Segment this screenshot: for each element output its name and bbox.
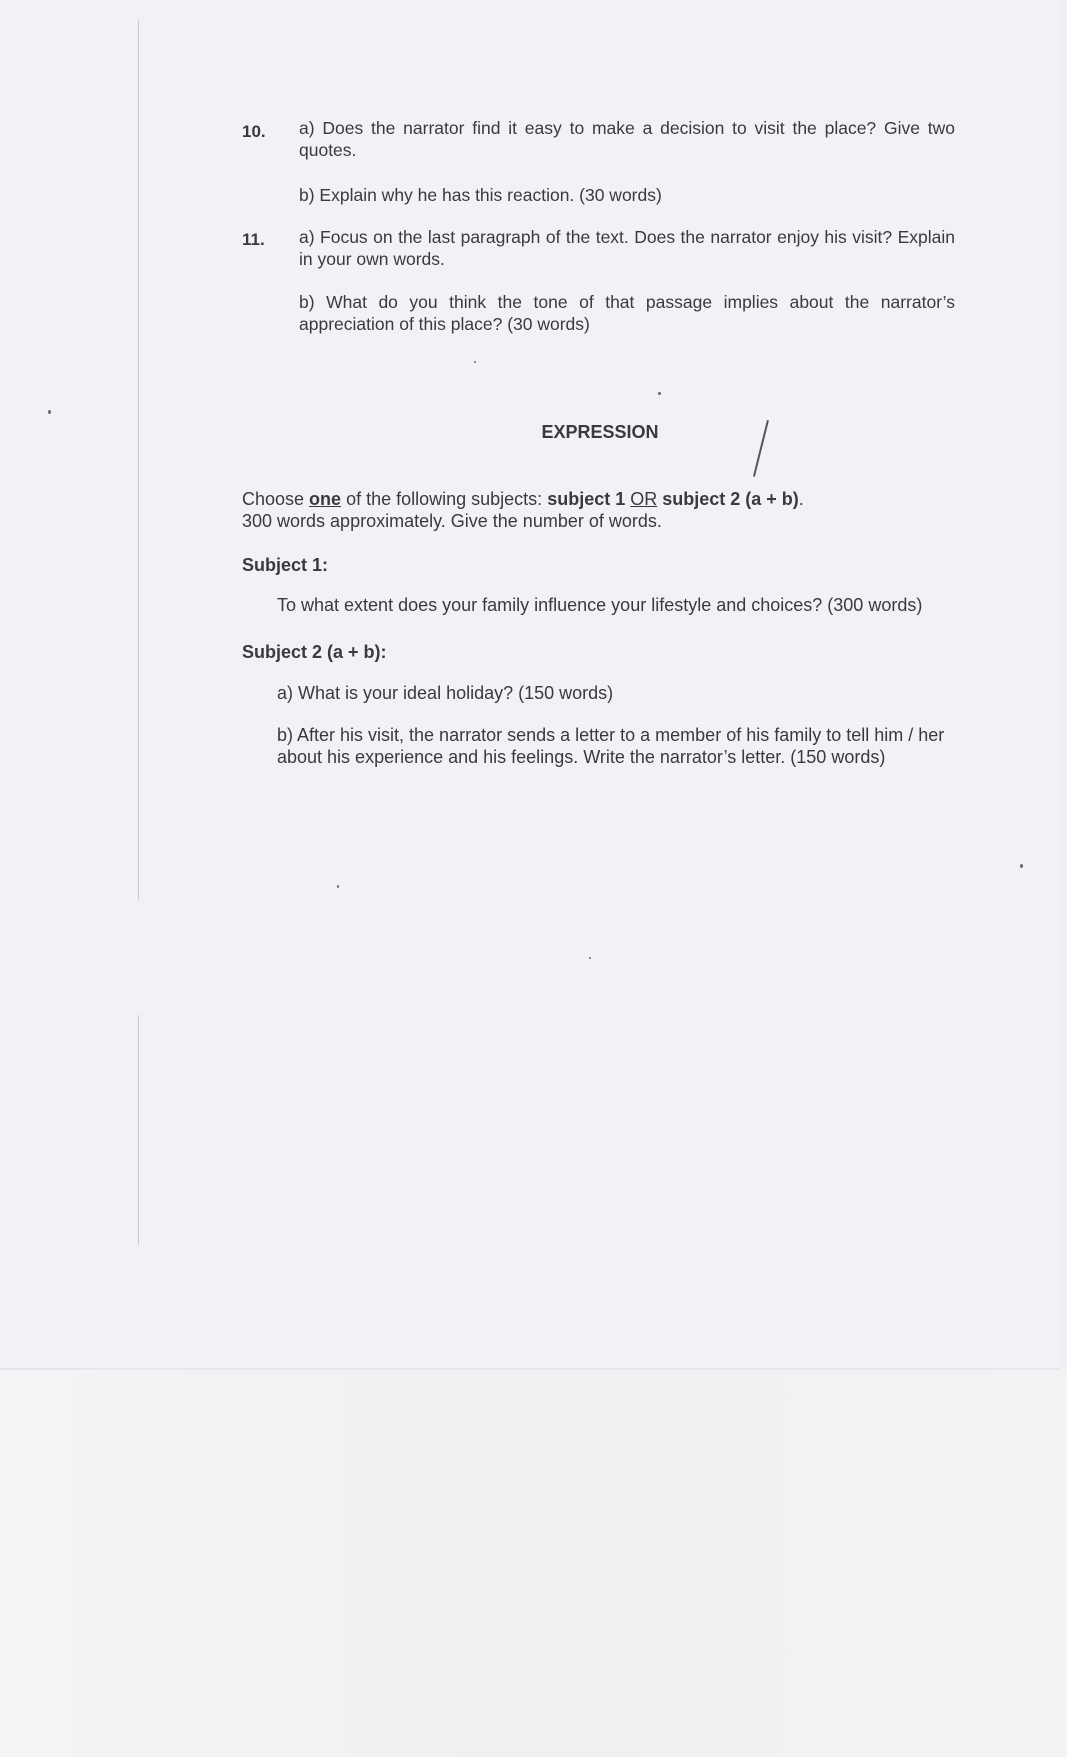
subject-2-part-b: b) After his visit, the narrator sends a letter to a member of his family to tell him / her about his experience and his feelings. Write the narrator’s letter. (150 words): [277, 725, 945, 767]
scan-speck: [474, 361, 476, 363]
subject-2-title: Subject 2 (a + b):: [242, 642, 387, 662]
question-part-b: b) What do you think the tone of that passage implies about the narrator’s appreciation of this place? (30 words): [299, 292, 955, 334]
scan-speck: [1020, 864, 1023, 868]
section-heading: EXPRESSION: [541, 422, 659, 442]
instructions-line-1: Choose one of the following subjects: subject 1 OR subject 2 (a + b).: [242, 489, 804, 509]
scanner-background: [0, 1370, 1067, 1757]
question-number: 10.: [242, 122, 266, 141]
emphasis-one: one: [309, 489, 342, 509]
scan-speck: [589, 957, 591, 959]
subject-1-ref: subject 1: [547, 489, 626, 509]
scan-speck: [48, 410, 51, 414]
subject-2-part-a: a) What is your ideal holiday? (150 words): [277, 683, 614, 703]
question-number: 11.: [242, 230, 265, 249]
question-part-a: a) Does the narrator find it easy to make a decision to visit the place? Give two quotes.: [299, 118, 955, 160]
subject-1-text: To what extent does your family influence your lifestyle and choices? (300 words): [277, 595, 923, 615]
instructions: [242, 488, 804, 532]
question-part-b: b) Explain why he has this reaction. (30 words): [299, 185, 662, 205]
or-word: OR: [630, 489, 658, 509]
subject-1-title: Subject 1:: [242, 555, 329, 575]
question-part-a: a) Focus on the last paragraph of the text. Does the narrator enjoy his visit? Explain in your own words.: [299, 227, 955, 269]
margin-line: [138, 20, 139, 900]
scan-speck: [337, 885, 339, 888]
instructions-line-2: 300 words approximately. Give the number of words.: [242, 511, 662, 531]
scan-speck: [658, 392, 661, 395]
margin-line: [138, 1015, 139, 1245]
subject-2-ref: subject 2 (a + b): [662, 489, 799, 509]
